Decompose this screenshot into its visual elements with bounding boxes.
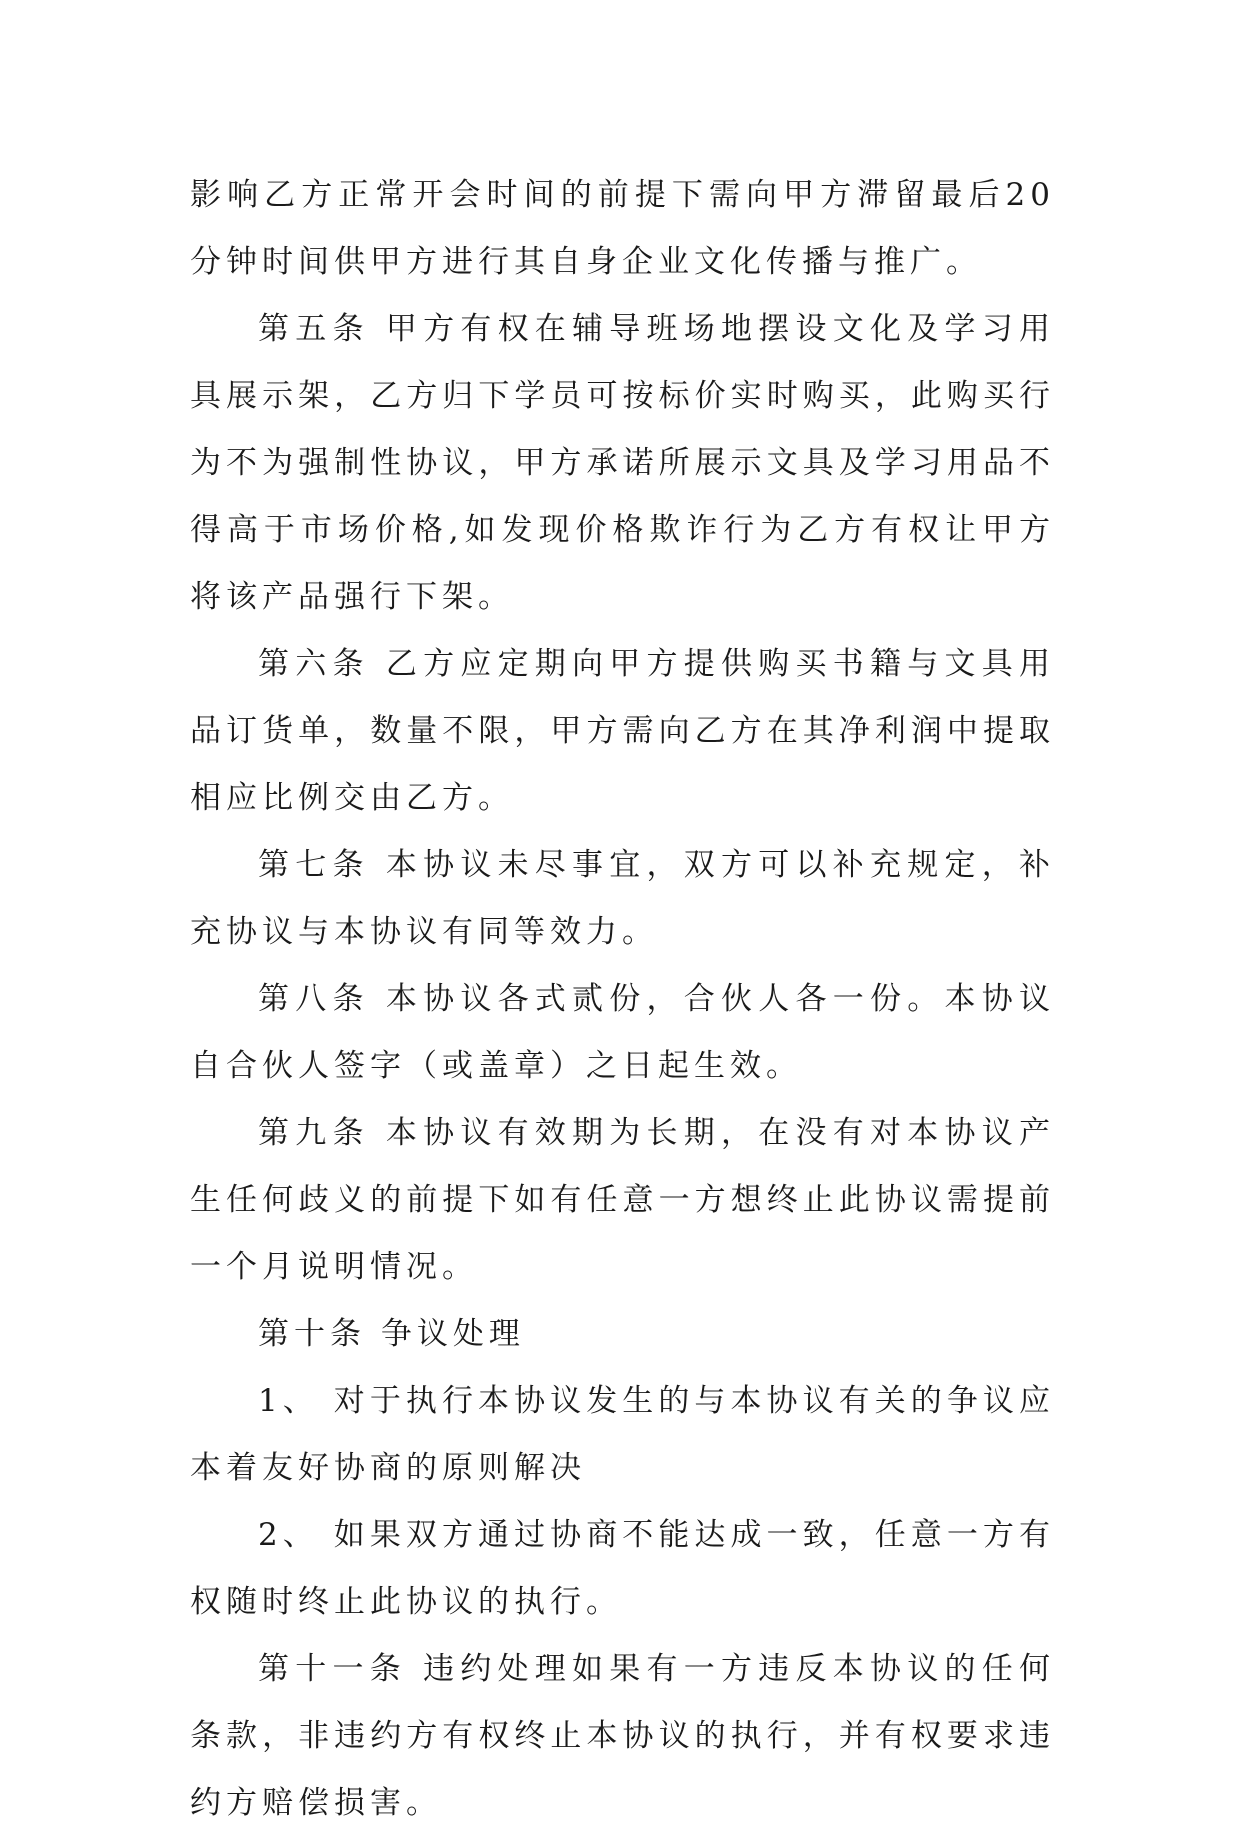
paragraph-article-10-item-1: 1、 对于执行本协议发生的与本协议有关的争议应本着友好协商的原则解决 xyxy=(190,1383,1055,1486)
paragraph-article-10-item-2: 2、 如果双方通过协商不能达成一致，任意一方有权随时终止此协议的执行。 xyxy=(190,1517,1055,1620)
paragraph-article-8: 第八条 本协议各式贰份，合伙人各一份。本协议自合伙人签字（或盖章）之日起生效。 xyxy=(190,981,1055,1084)
paragraph-article-11: 第十一条 违约处理如果有一方违反本协议的任何条款，非违约方有权终止本协议的执行，并有权要求违约方赔偿损害。 xyxy=(190,1651,1055,1821)
paragraph-article-9: 第九条 本协议有效期为长期，在没有对本协议产生任何歧义的前提下如有任意一方想终止此协议需提前一个月说明情况。 xyxy=(190,1115,1055,1285)
paragraph-article-6: 第六条 乙方应定期向甲方提供购买书籍与文具用品订货单，数量不限，甲方需向乙方在其净利润中提取相应比例交由乙方。 xyxy=(190,646,1055,816)
paragraph-article-10-heading: 第十条 争议处理 xyxy=(258,1316,525,1352)
paragraph-continuation: 影响乙方正常开会时间的前提下需向甲方滞留最后20分钟时间供甲方进行其自身企业文化传播与推广。 xyxy=(190,177,1055,280)
document-body xyxy=(190,162,1055,1837)
paragraph-article-5: 第五条 甲方有权在辅导班场地摆设文化及学习用具展示架，乙方归下学员可按标价实时购买，此购买行为不为强制性协议，甲方承诺所展示文具及学习用品不得高于市场价格,如发现价格欺诈行为乙方有权让甲方将该产品强行下架。 xyxy=(190,311,1055,615)
paragraph-article-7: 第七条 本协议未尽事宜，双方可以补充规定，补充协议与本协议有同等效力。 xyxy=(190,847,1055,950)
